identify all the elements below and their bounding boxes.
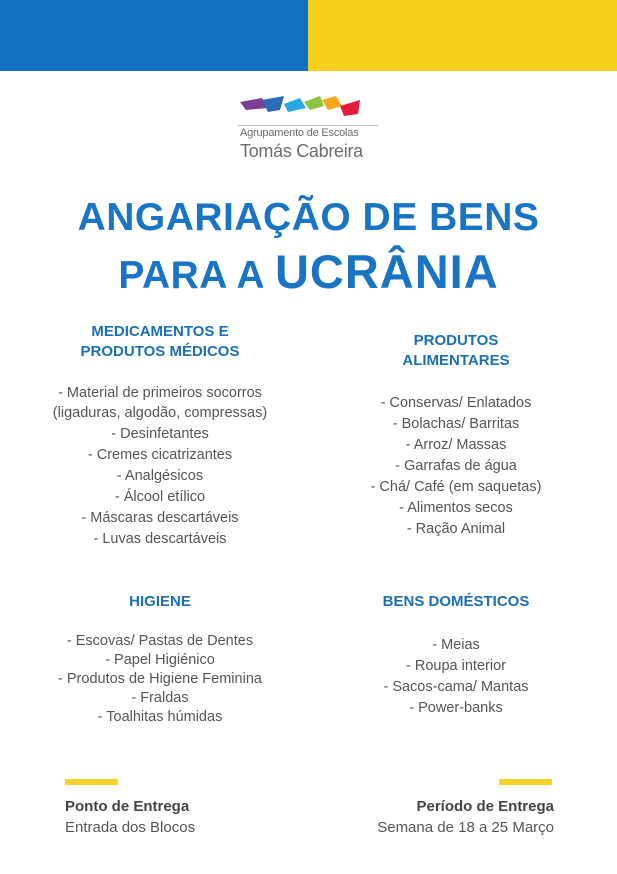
list-item: - Chá/ Café (em saquetas) [370, 479, 542, 495]
food-section [326, 331, 586, 540]
title-prefix: PARA A [118, 254, 275, 297]
list-item: - Sacos-cama/ Mantas [383, 679, 529, 695]
list-item: - Máscaras descartáveis [81, 510, 239, 526]
medical-list [30, 384, 290, 550]
list-item: - Arroz/ Massas [405, 437, 507, 453]
hygiene-heading: HIGIENE [129, 593, 191, 610]
page-title-line1: ANGARIAÇÃO DE BENS [77, 196, 540, 239]
delivery-point-value: Entrada dos Blocos [65, 819, 196, 836]
list-item: - Papel Higiénico [105, 652, 215, 668]
list-item: - Cremes cicatrizantes [87, 447, 233, 463]
delivery-point [65, 796, 195, 838]
title-emphasis: UCRÂNIA [274, 245, 499, 298]
list-item: - Roupa interior [406, 658, 506, 674]
delivery-period-label: Período de Entrega [416, 798, 554, 815]
accent-bar-left [65, 779, 118, 785]
delivery-period-value: Semana de 18 a 25 Março [377, 819, 554, 836]
list-item: - Material de primeiros socorros [58, 385, 262, 401]
logo-text-line1: Agrupamento de Escolas [240, 127, 359, 139]
list-item: - Desinfetantes [111, 426, 209, 442]
page-title-line2 [0, 244, 617, 299]
list-item: - Garrafas de água [395, 458, 517, 474]
list-item: - Meias [432, 637, 480, 653]
list-item: - Produtos de Higiene Feminina [58, 671, 262, 687]
list-item: - Luvas descartáveis [93, 531, 227, 547]
list-item: - Conservas/ Enlatados [380, 395, 532, 411]
delivery-point-label: Ponto de Entrega [65, 798, 190, 815]
list-item: - Escovas/ Pastas de Dentes [66, 633, 254, 649]
delivery-period [377, 796, 554, 838]
list-item: - Toalhitas húmidas [97, 709, 223, 725]
list-item: - Ração Animal [406, 521, 506, 537]
domestic-list [326, 635, 586, 719]
hygiene-section [30, 592, 290, 727]
accent-bar-right [499, 779, 552, 785]
list-item: - Fraldas [131, 690, 189, 706]
list-item: - Álcool etílico [114, 489, 206, 505]
medical-heading-line1: MEDICAMENTOS E [91, 323, 229, 340]
logo-text-line2: Tomás Cabreira [240, 141, 363, 161]
ukraine-flag-banner [0, 0, 617, 71]
food-heading-line2: ALIMENTARES [402, 352, 510, 369]
flag-yellow-stripe [308, 0, 617, 71]
list-item: (ligaduras, algodão, compressas) [52, 405, 268, 421]
food-list [326, 393, 586, 540]
hygiene-list [30, 632, 290, 727]
domestic-heading: BENS DOMÉSTICOS [382, 593, 530, 610]
school-logo [230, 96, 390, 166]
list-item: - Analgésicos [116, 468, 204, 484]
list-item: - Bolachas/ Barritas [392, 416, 520, 432]
medical-section [30, 322, 290, 550]
logo-divider [238, 125, 378, 126]
medical-heading-line2: PRODUTOS MÉDICOS [80, 343, 240, 360]
list-item: - Power-banks [409, 700, 503, 716]
list-item: - Alimentos secos [399, 500, 513, 516]
logo-flags-icon [240, 96, 380, 120]
domestic-section [326, 592, 586, 719]
flag-blue-stripe [0, 0, 308, 71]
food-heading-line1: PRODUTOS [413, 332, 499, 349]
